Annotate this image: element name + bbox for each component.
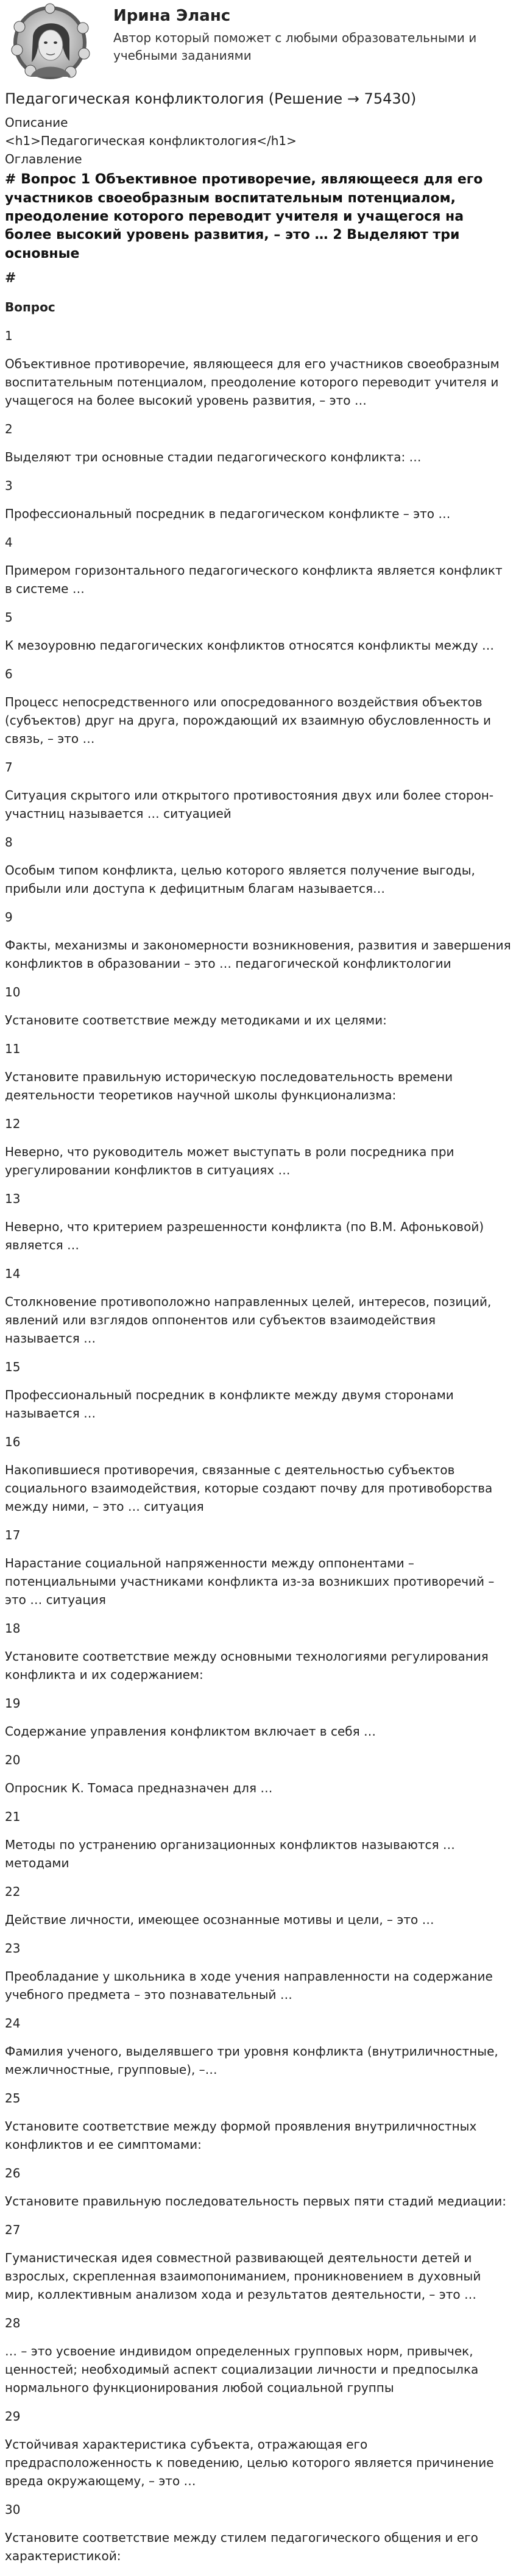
question-text: Установите правильную последовательность первых пяти стадий медиации: [5,2193,506,2209]
question-number: 17 [5,1527,21,1542]
question-text: Установите соответствие между формой проявления внутриличностных конфликтов и ее симптомами: [5,2118,477,2152]
question-number: 8 [5,834,13,850]
question-text: Гуманистическая идея совместной развивающей деятельности детей и взрослых, скрепленная взаимопониманием, проникновением в духовный мир, коллективным анализом хода и результатов деятельности, – это … [5,2250,481,2302]
question-text: Устойчивая характеристика субъекта, отражающая его предрасположенность к поведению, целью которого является причинение вреда окружающему, – это … [5,2436,494,2488]
question-text: Установите соответствие между методиками и их целями: [5,1012,387,1027]
question-number: 16 [5,1434,21,1449]
question-number: 21 [5,1809,21,1824]
question-number: 11 [5,1041,21,1056]
question-text: Особым типом конфликта, целью которого является получение выгоды, прибыли или доступа к дефицитным благам называется… [5,862,475,896]
question-text: Установите соответствие между основными технологиями регулирования конфликта и их содержанием: [5,1648,489,1682]
question-text: … – это усвоение индивидом определенных групповых норм, привычек, ценностей; необходимый аспект социализации личности и предпосылка нормального функционирования любой социальной группы [5,2343,479,2395]
author-avatar[interactable] [6,2,97,82]
question-number: 25 [5,2090,21,2106]
question-text: Установите соответствие между стилем педагогического общения и его характеристикой: [5,2530,478,2563]
portrait-photo-icon [6,2,97,82]
question-number: 1 [5,328,13,343]
author-name[interactable]: Ирина Эланс [113,7,231,25]
question-number: 3 [5,478,13,493]
question-text: Опросник К. Томаса предназначен для … [5,1780,273,1795]
question-text: Ситуация скрытого или открытого противостояния двух или более сторон-участниц называется … ситуацией [5,787,494,821]
question-number: 20 [5,1752,21,1767]
question-text: Фамилия ученого, выделявшего три уровня конфликта (внутриличностные, межличностные, групповые), –… [5,2043,498,2077]
question-number: 30 [5,2502,21,2517]
author-header [0,0,516,85]
toc-label: Оглавление [5,152,82,167]
question-number: 13 [5,1191,21,1206]
question-text: Содержание управления конфликтом включает в себя … [5,1723,376,1739]
question-text: Неверно, что критерием разрешенности конфликта (по В.М. Афоньковой) является … [5,1219,484,1252]
question-number: 27 [5,2222,21,2237]
question-number: 26 [5,2165,21,2180]
question-text: Факты, механизмы и закономерности возникновения, развития и завершения конфликтов в образовании – это … педагогической конфликтологии [5,937,511,971]
hash-line: # [5,271,16,286]
question-text: К мезоуровню педагогических конфликтов относятся конфликты между … [5,637,494,653]
question-number: 14 [5,1266,21,1281]
question-number: 9 [5,909,13,924]
main-content [0,89,516,2565]
question-text: Столкновение противоположно направленных целей, интересов, позиций, явлений или взглядов оппонентов или субъектов взаимодействия называется … [5,1294,492,1346]
question-number: 18 [5,1620,21,1636]
question-text: Нарастание социальной напряженности между оппонентами – потенциальными участниками конфликта из-за возникших противоречий – это … ситуация [5,1555,495,1607]
question-text: Накопившиеся противоречия, связанные с деятельностью субъектов социального взаимодействия, которые создают почву для противоборства между ними, – это … ситуация [5,1462,493,1514]
question-number: 2 [5,421,13,436]
question-text: Объективное противоречие, являющееся для его участников своеобразным воспитательным потенциалом, преодоление которого переводит учителя и учащегося на более высокий уровень развития, – это … [5,356,500,408]
question-number: 12 [5,1116,21,1131]
question-text: Методы по устранению организационных конфликтов называются … методами [5,1837,455,1870]
question-text: Профессиональный посредник в педагогическом конфликте – это … [5,506,451,521]
raw-h1-text: <h1>Педагогическая конфликтология</h1> [5,133,297,149]
question-text: Установите правильную историческую последовательность времени деятельности теоретиков научной школы функционализма: [5,1069,453,1102]
question-label: Вопрос [5,299,55,314]
question-number: 23 [5,1940,21,1956]
question-number: 7 [5,759,13,775]
question-number: 19 [5,1695,21,1711]
question-text: Выделяют три основные стадии педагогического конфликта: … [5,449,422,464]
question-text: Профессиональный посредник в конфликте между двумя сторонами называется … [5,1387,454,1421]
question-number: 29 [5,2408,21,2424]
question-text: Примером горизонтального педагогического конфликта является конфликт в системе … [5,562,503,596]
question-number: 22 [5,1884,21,1899]
question-number: 24 [5,2015,21,2031]
toc-heading: # Вопрос 1 Объективное противоречие, являющееся для его участников своеобразным воспитательным потенциалом, преодоление которого переводит учителя и учащегося на более высокий уровень развития, – это … 2 Выделяют три основные [5,172,483,261]
author-description: Автор который поможет с любыми образовательными и учебными заданиями [113,30,477,63]
description-label: Описание [5,115,68,130]
page-title: Педагогическая конфликтология (Решение → 75430) [5,90,417,107]
question-number: 15 [5,1359,21,1374]
question-number: 28 [5,2315,21,2330]
question-list [5,327,511,2565]
question-text: Процесс непосредственного или опосредованного воздействия объектов (субъектов) друг на друга, порождающий их взаимную обусловленность и связь, – это … [5,694,491,746]
question-number: 10 [5,984,21,999]
question-text: Действие личности, имеющее осознанные мотивы и цели, – это … [5,1912,434,1927]
question-number: 5 [5,609,13,625]
question-number: 4 [5,534,13,550]
question-text: Преобладание у школьника в ходе учения направленности на содержание учебного предмета – это познавательный … [5,1968,493,2002]
question-number: 6 [5,666,13,681]
question-text: Неверно, что руководитель может выступать в роли посредника при урегулировании конфликтов в ситуациях … [5,1144,454,1177]
